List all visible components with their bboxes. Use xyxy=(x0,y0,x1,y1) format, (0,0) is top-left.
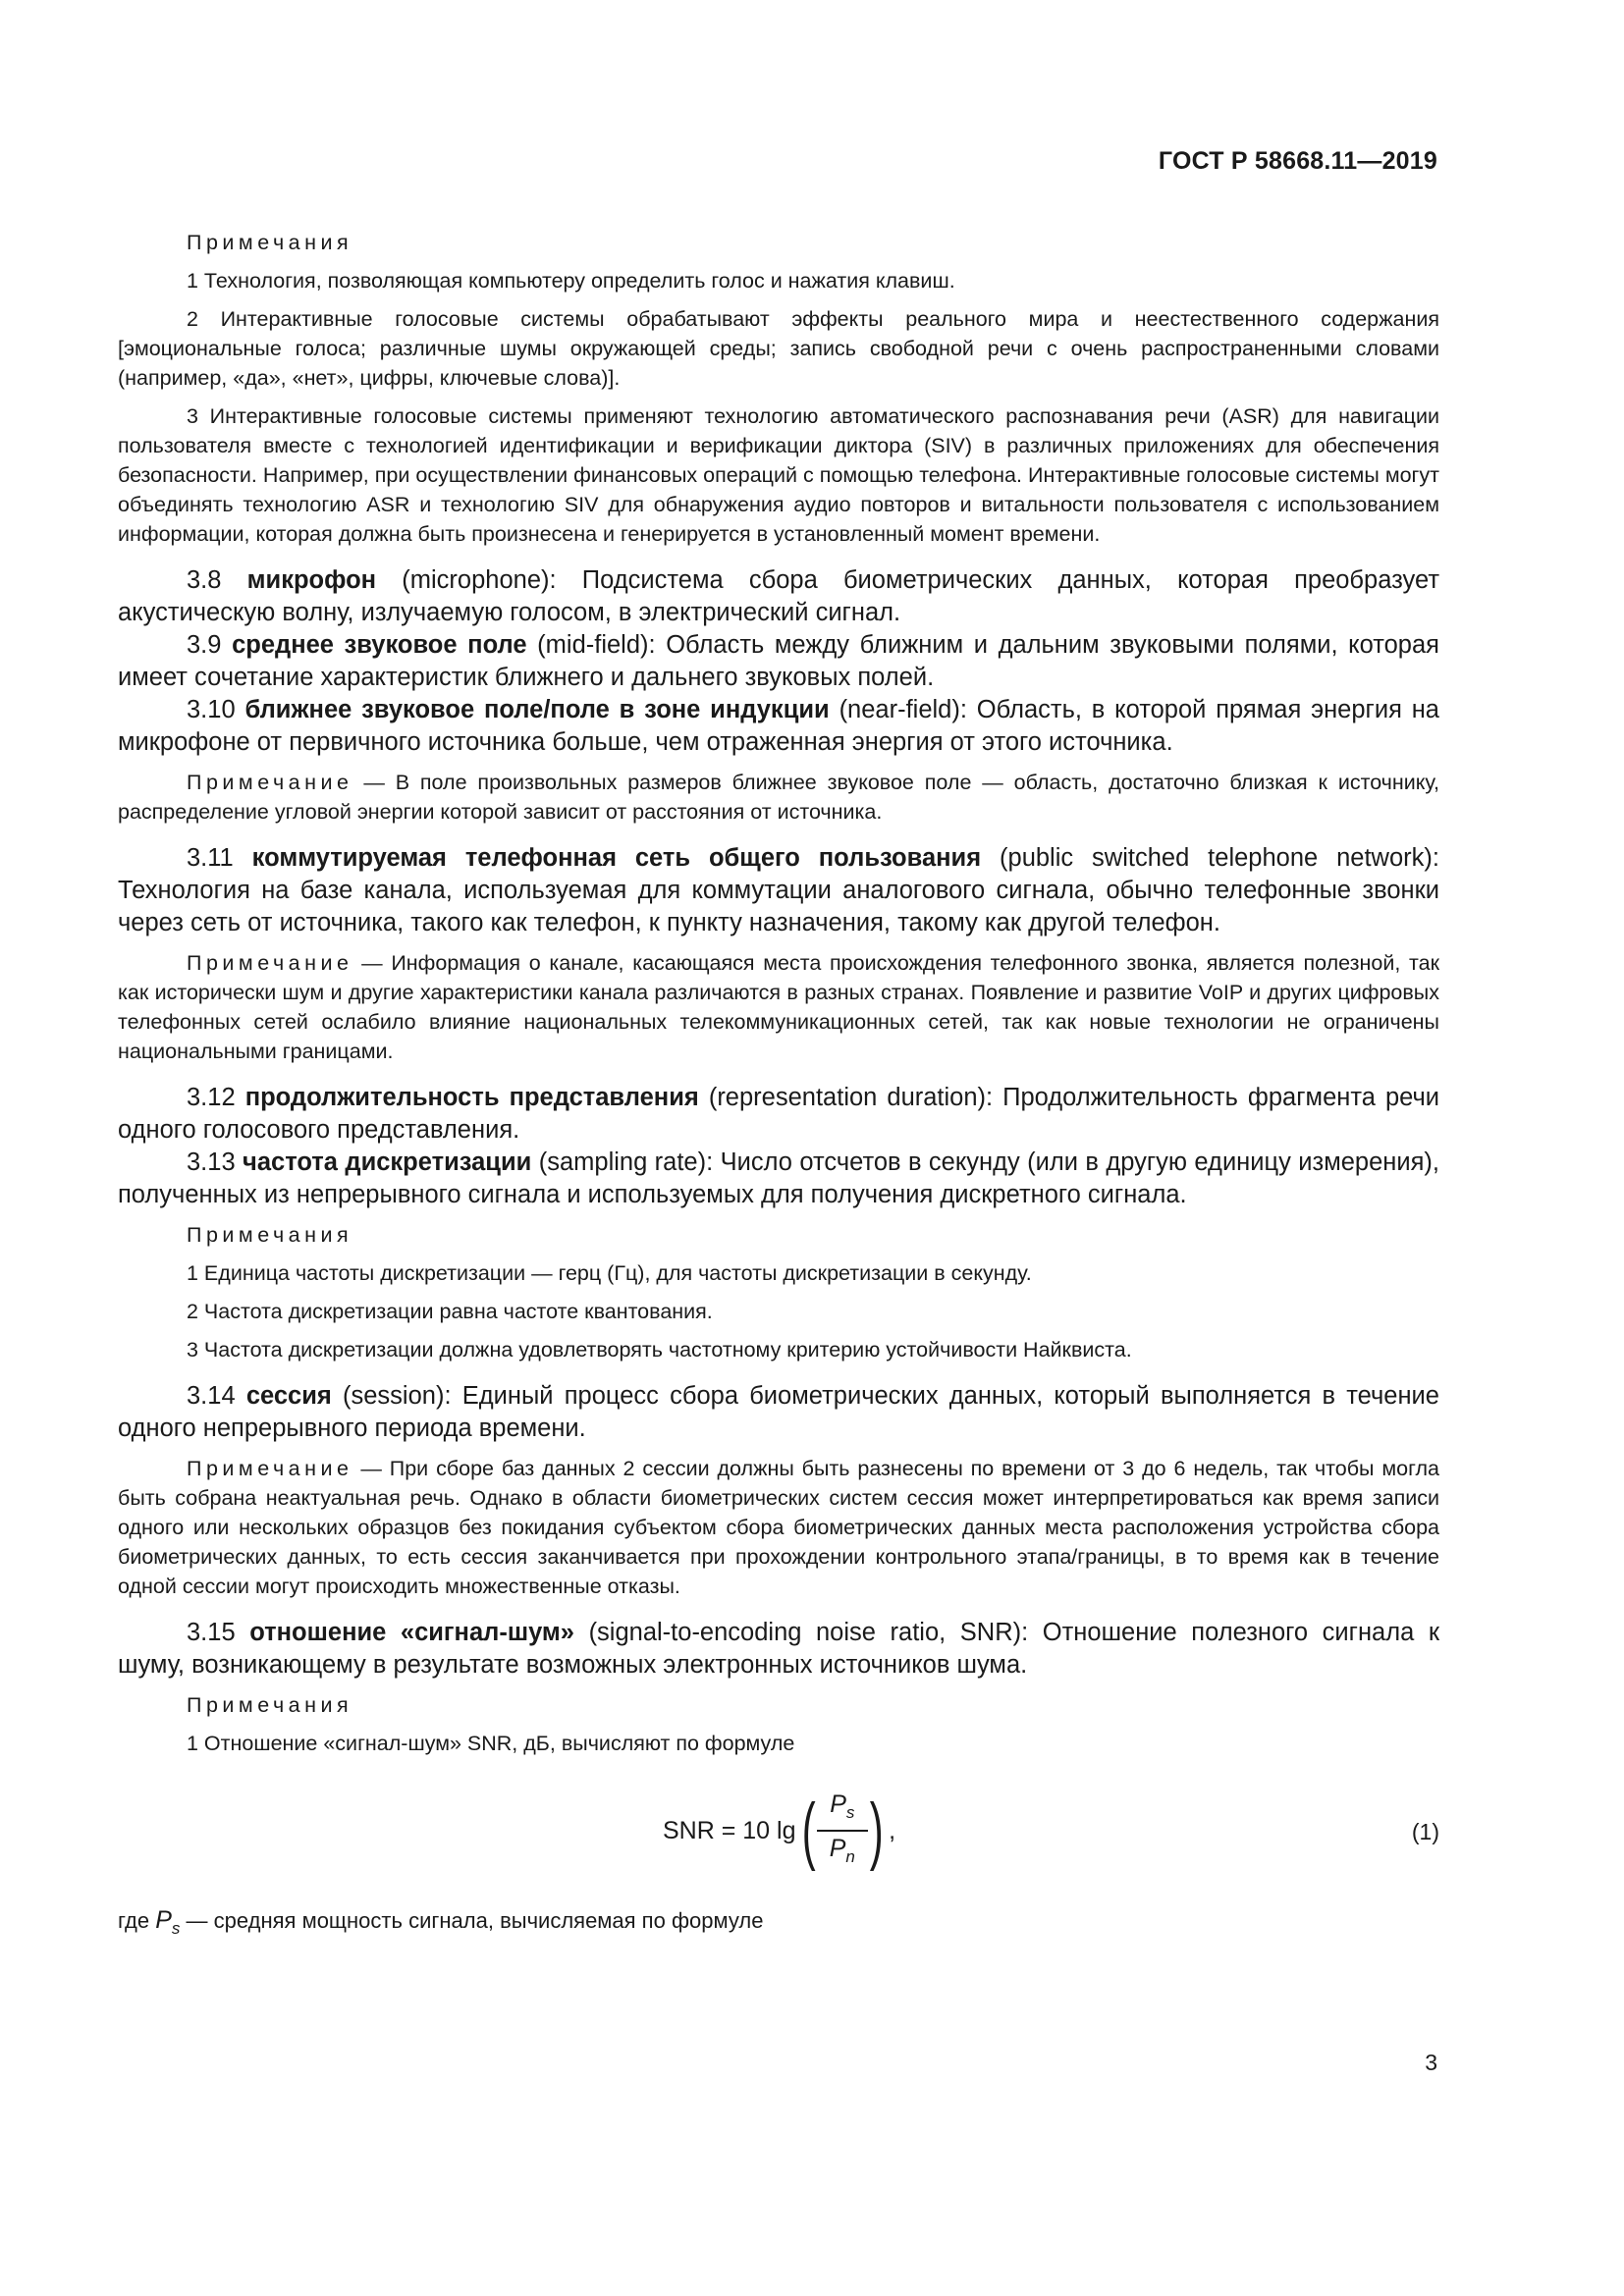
note-item: 3 Интерактивные голосовые системы применяют технологию автоматического распознавания речи (ASR) для навигации пользователя вместе с технологией идентификации и верификации диктора (SIV) в различных приложениях для обеспечения безопасности. Например, при осуществлении финансовых операций с помощью телефона. Интерактивные голосовые системы могут объединять технологию ASR и технологию SIV для обнаружения аудио повторов и витальности пользователя с использованием информации, которая должна быть произнесена и генерируется в установленный момент времени. xyxy=(118,404,1439,546)
term-definition: Продолжительность фрагмента речи одного голосового представления. xyxy=(118,1084,1440,1144)
where-variable: $P_s$ xyxy=(155,1906,181,1938)
right-parenthesis: ) xyxy=(869,1789,884,1872)
document-body xyxy=(118,228,1439,1944)
formula-trailing-comma: , xyxy=(889,1816,896,1844)
note-text: — В поле произвольных размеров ближнее звуковое поле — область, достаточно близкая к источнику, распределение угловой энергии которой зависит от расстояния от источника. xyxy=(118,771,1439,824)
document-header-id: ГОСТ Р 58668.11—2019 xyxy=(1158,147,1437,175)
notes-heading: Примечания xyxy=(187,1693,353,1717)
term-3-8 xyxy=(118,564,1439,629)
term-english: (signal-to-encoding noise ratio, SNR): xyxy=(588,1619,1029,1646)
term-number: 3.14 xyxy=(187,1382,236,1410)
notes-heading: Примечания xyxy=(187,231,353,254)
note-text: — При сборе баз данных 2 сессии должны быть разнесены по времени от 3 до 6 недель, так чтобы могла быть собрана неактуальная речь. Однако в области биометрических систем сессия может интерпретироваться как время записи одного или нескольких образцов без покидания субъектом сбора биометрических данных места расположения устройства сбора биометрических данных, то есть сессия заканчивается при прохождении контрольного этапа/границы, в то время как в течение одной сессии могут происходить множественные отказы. xyxy=(118,1457,1439,1598)
term-3-15 xyxy=(118,1617,1439,1682)
note-label: Примечание xyxy=(187,771,353,794)
notes-heading: Примечания xyxy=(187,1223,353,1247)
term-title: сессия xyxy=(245,1382,332,1410)
term-definition: Подсистема сбора биометрических данных, которая преобразует акустическую волну, излучаемую голосом, в электрический сигнал. xyxy=(118,566,1439,626)
note-item: 1 Единица частоты дискретизации — герц (Гц), для частоты дискретизации в секунду. xyxy=(187,1261,1032,1285)
where-text: — средняя мощность сигнала, вычисляемая по формуле xyxy=(186,1908,764,1933)
formula-expression xyxy=(663,1788,895,1874)
term-definition: Технология на базе канала, используемая для коммутации аналогового сигнала, обычно телефонные звонки через сеть от источника, такого как телефон, к пункту назначения, такому как другой телефон. xyxy=(118,877,1439,936)
equation-number: (1) xyxy=(1411,1819,1439,1844)
formula-lhs: SNR = 10 lg xyxy=(663,1816,796,1844)
term-english: (representation duration): xyxy=(708,1084,994,1111)
note-item: 2 Частота дискретизации равна частоте квантования. xyxy=(187,1300,713,1323)
term-definition: Отношение полезного сигнала к шуму, возникающему в результате возможных электронных источников шума. xyxy=(118,1619,1440,1679)
term-definition: Область, в которой прямая энергия на микрофоне от первичного источника больше, чем отраженная энергия от этого источника. xyxy=(118,696,1439,756)
term-number: 3.9 xyxy=(187,631,222,659)
term-3-13 xyxy=(118,1147,1439,1211)
note-item: 3 Частота дискретизации должна удовлетворять частотному критерию устойчивости Найквиста. xyxy=(187,1338,1132,1362)
note-text: — Информация о канале, касающаяся места происхождения телефонного звонка, является полезной, так как исторически шум и другие характеристики канала различаются в разных странах. Появление и развитие VoIP и других цифровых телефонных сетей ослабило влияние национальных телекоммуникационных сетей, так как новые технологии не ограничены национальными границами. xyxy=(118,951,1439,1063)
term-english: (near-field): xyxy=(839,696,967,723)
term-title: отношение «сигнал-шум» xyxy=(249,1619,574,1646)
left-parenthesis: ( xyxy=(801,1789,816,1872)
term-definition: Область между ближним и дальним звуковыми полями, которая имеет сочетание характеристик ближнего и дальнего звуковых полей. xyxy=(118,631,1439,691)
note-item: 1 Технология, позволяющая компьютеру определить голос и нажатия клавиш. xyxy=(187,269,955,293)
term-title: частота дискретизации xyxy=(243,1148,532,1176)
term-3-14 xyxy=(118,1380,1439,1445)
term-english: (microphone): xyxy=(402,566,557,594)
formula-snr xyxy=(118,1780,1439,1888)
term-number: 3.11 xyxy=(187,844,234,872)
where-line xyxy=(118,1905,1439,1944)
formula-fraction xyxy=(817,1788,868,1874)
term-3-11 xyxy=(118,842,1439,939)
fraction-denominator: $P_n$ xyxy=(829,1835,855,1866)
term-number: 3.12 xyxy=(187,1084,236,1111)
term-title: среднее звуковое поле xyxy=(232,631,527,659)
term-3-12 xyxy=(118,1082,1439,1147)
term-number: 3.13 xyxy=(187,1148,236,1176)
term-title: ближнее звуковое поле/поле в зоне индукции xyxy=(244,696,830,723)
term-title: микрофон xyxy=(246,566,377,594)
term-definition: Единый процесс сбора биометрических данных, который выполняется в течение одного непрерывного периода времени. xyxy=(118,1382,1439,1442)
term-3-10 xyxy=(118,694,1439,759)
term-3-9 xyxy=(118,629,1439,694)
fraction-numerator: $P_s$ xyxy=(830,1790,855,1822)
term-number: 3.10 xyxy=(187,696,236,723)
term-english: (mid-field): xyxy=(537,631,656,659)
note-item: 2 Интерактивные голосовые системы обрабатывают эффекты реального мира и неестественного содержания [эмоциональные голоса; различные шумы окружающей среды; запись свободной речи с очень распространенными словами (например, «да», «нет», цифры, ключевые слова)]. xyxy=(118,307,1439,390)
note-3-11 xyxy=(118,948,1439,1066)
where-prefix: где xyxy=(118,1908,150,1933)
page-number: 3 xyxy=(1425,2050,1437,2075)
term-definition: Число отсчетов в секунду (или в другую единицу измерения), полученных из непрерывного сигнала и используемых для получения дискретного сигнала. xyxy=(118,1148,1439,1208)
note-label: Примечание xyxy=(187,951,353,975)
term-number: 3.15 xyxy=(187,1619,236,1646)
note-item: 1 Отношение «сигнал-шум» SNR, дБ, вычисляют по формуле xyxy=(187,1732,795,1755)
note-3-10 xyxy=(118,768,1439,827)
term-english: (session): xyxy=(343,1382,452,1410)
term-title: коммутируемая телефонная сеть общего пользования xyxy=(251,844,982,872)
term-number: 3.8 xyxy=(187,566,222,594)
note-label: Примечание xyxy=(187,1457,353,1480)
term-english: (public switched telephone network): xyxy=(1000,844,1439,872)
note-3-14 xyxy=(118,1454,1439,1601)
term-title: продолжительность представления xyxy=(244,1084,699,1111)
term-english: (sampling rate): xyxy=(538,1148,714,1176)
